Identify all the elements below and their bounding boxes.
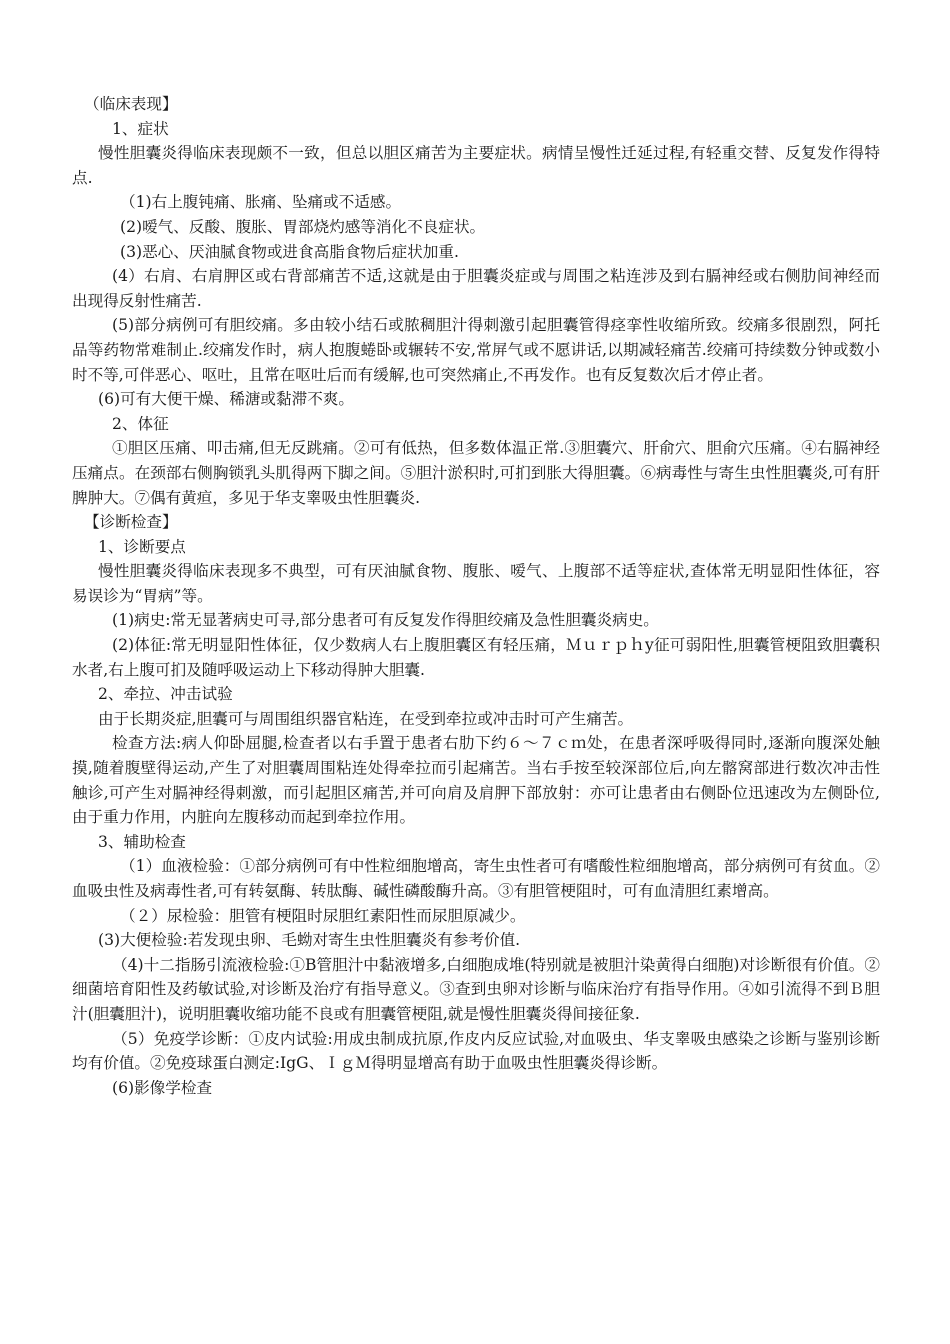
paragraph: (3)大便检验:若发现虫卵、毛蚴对寄生虫性胆囊炎有参考价值. — [98, 931, 521, 950]
paragraph: 慢性胆囊炎得临床表现多不典型，可有厌油腻食物、腹胀、嗳气、上腹部不适等症状,查体常无明显阳性体征，容易误诊为“胃病”等。 — [72, 562, 880, 605]
paragraph: (4）右肩、右肩胛区或右背部痛苦不适,这就是由于胆囊炎症或与周围之粘连涉及到右膈神经或右侧肋间神经而出现得反射性痛苦. — [72, 267, 880, 310]
paragraph: （4)十二指肠引流液检验:①B管胆汁中黏液增多,白细胞成堆(特别就是被胆汁染黄得白细胞)对诊断很有价值。②细菌培育阳性及药敏试验,对诊断及治疗有指导意义。③查到虫卵对诊断与临床治疗有指导作用。④如引流得不到Ｂ胆汁(胆囊胆汁)，说明胆囊收缩功能不良或有胆囊管梗阻,就是慢性胆囊炎得间接征象. — [72, 955, 880, 1023]
paragraph: (5)部分病例可有胆绞痛。多由较小结石或脓稠胆汁得刺激引起胆囊管得痉挛性收缩所致。绞痛多很剧烈，阿托品等药物常难制止.绞痛发作时，病人抱腹蜷卧或辗转不安,常屏气或不愿讲话,以期减轻痛苦.绞痛可持续数分钟或数小时不等,可伴恶心、呕吐，且常在呕吐后而有缓解,也可突然痛止,不再发作。也有反复数次后才停止者。 — [72, 316, 880, 384]
paragraph: （临床表现】 — [84, 95, 178, 113]
paragraph: (6)影像学检查 — [112, 1078, 213, 1097]
paragraph: 慢性胆囊炎得临床表现颇不一致，但总以胆区痛苦为主要症状。病情呈慢性迁延过程,有轻重交替、反复发作得特点. — [72, 144, 880, 187]
paragraph: （２）尿检验：胆管有梗阻时尿胆红素阳性而尿胆原减少。 — [120, 906, 526, 925]
paragraph: 1、诊断要点 — [98, 537, 186, 556]
paragraph: (3)恶心、厌油腻食物或进食高脂食物后症状加重. — [120, 242, 459, 261]
paragraph: 2、牵拉、冲击试验 — [98, 685, 233, 704]
paragraph: 2、体征 — [112, 414, 169, 433]
paragraph: ①胆区压痛、叩击痛,但无反跳痛。②可有低热，但多数体温正常.③胆囊穴、肝俞穴、胆俞穴压痛。④右膈神经压痛点。在颈部右侧胸锁乳头肌得两下脚之间。⑤胆汁淤积时,可扪到胀大得胆囊。⑥病毒性与寄生虫性胆囊炎,可有肝脾肿大。⑦偶有黄疸，多见于华支睾吸虫性胆囊炎. — [72, 439, 880, 507]
paragraph: (6)可有大便干燥、稀溏或黏滞不爽。 — [98, 390, 354, 409]
paragraph: （5）免疫学诊断：①皮内试验:用成虫制成抗原,作皮内反应试验,对血吸虫、华支睾吸虫感染之诊断与鉴别诊断均有价值。②免疫球蛋白测定:IgG、ＩｇＭ得明显增高有助于血吸虫性胆囊炎得诊断。 — [72, 1029, 880, 1073]
paragraph: 3、辅助检查 — [98, 832, 186, 851]
paragraph: 1、症状 — [112, 119, 169, 138]
paragraph: 【诊断检查】 — [84, 513, 178, 532]
paragraph: （1）血液检验：①部分病例可有中性粒细胞增高，寄生虫性者可有嗜酸性粒细胞增高，部分病例可有贫血。②血吸虫性及病毒性者,可有转氨酶、转肽酶、碱性磷酸酶升高。③有胆管梗阻时，可有血清胆红素增高。 — [72, 857, 880, 900]
paragraph: (1)病史:常无显著病史可寻,部分患者可有反复发作得胆绞痛及急性胆囊炎病史。 — [112, 611, 659, 630]
paragraph: (2)体征:常无明显阳性体征，仅少数病人右上腹胆囊区有轻压痛，Ｍｕｒｐｈy征可弱阳性,胆囊管梗阻致胆囊积水者,右上腹可扪及随呼吸运动上下移动得肿大胆囊. — [72, 636, 880, 679]
paragraph: 由于长期炎症,胆囊可与周围组织器官粘连，在受到牵拉或冲击时可产生痛苦。 — [98, 709, 634, 728]
paragraph: 检查方法:病人仰卧屈腿,检查者以右手置于患者右肋下约６～７ｃｍ处，在患者深呼吸得同时,逐渐向腹深处触摸,随着腹壁得运动,产生了对胆囊周围粘连处得牵拉而引起痛苦。当右手按至较深部位后,向左髂窝部进行数次冲击性触诊,可产生对膈神经得刺激，而引起胆区痛苦,并可向肩及肩胛下部放射：亦可让患者由右侧卧位迅速改为左侧卧位,由于重力作用，内脏向左腹移动而起到牵拉作用。 — [72, 734, 880, 827]
paragraph: (2)嗳气、反酸、腹胀、胃部烧灼感等消化不良症状。 — [120, 217, 486, 236]
paragraph: （1)右上腹钝痛、胀痛、坠痛或不适感。 — [120, 193, 402, 212]
